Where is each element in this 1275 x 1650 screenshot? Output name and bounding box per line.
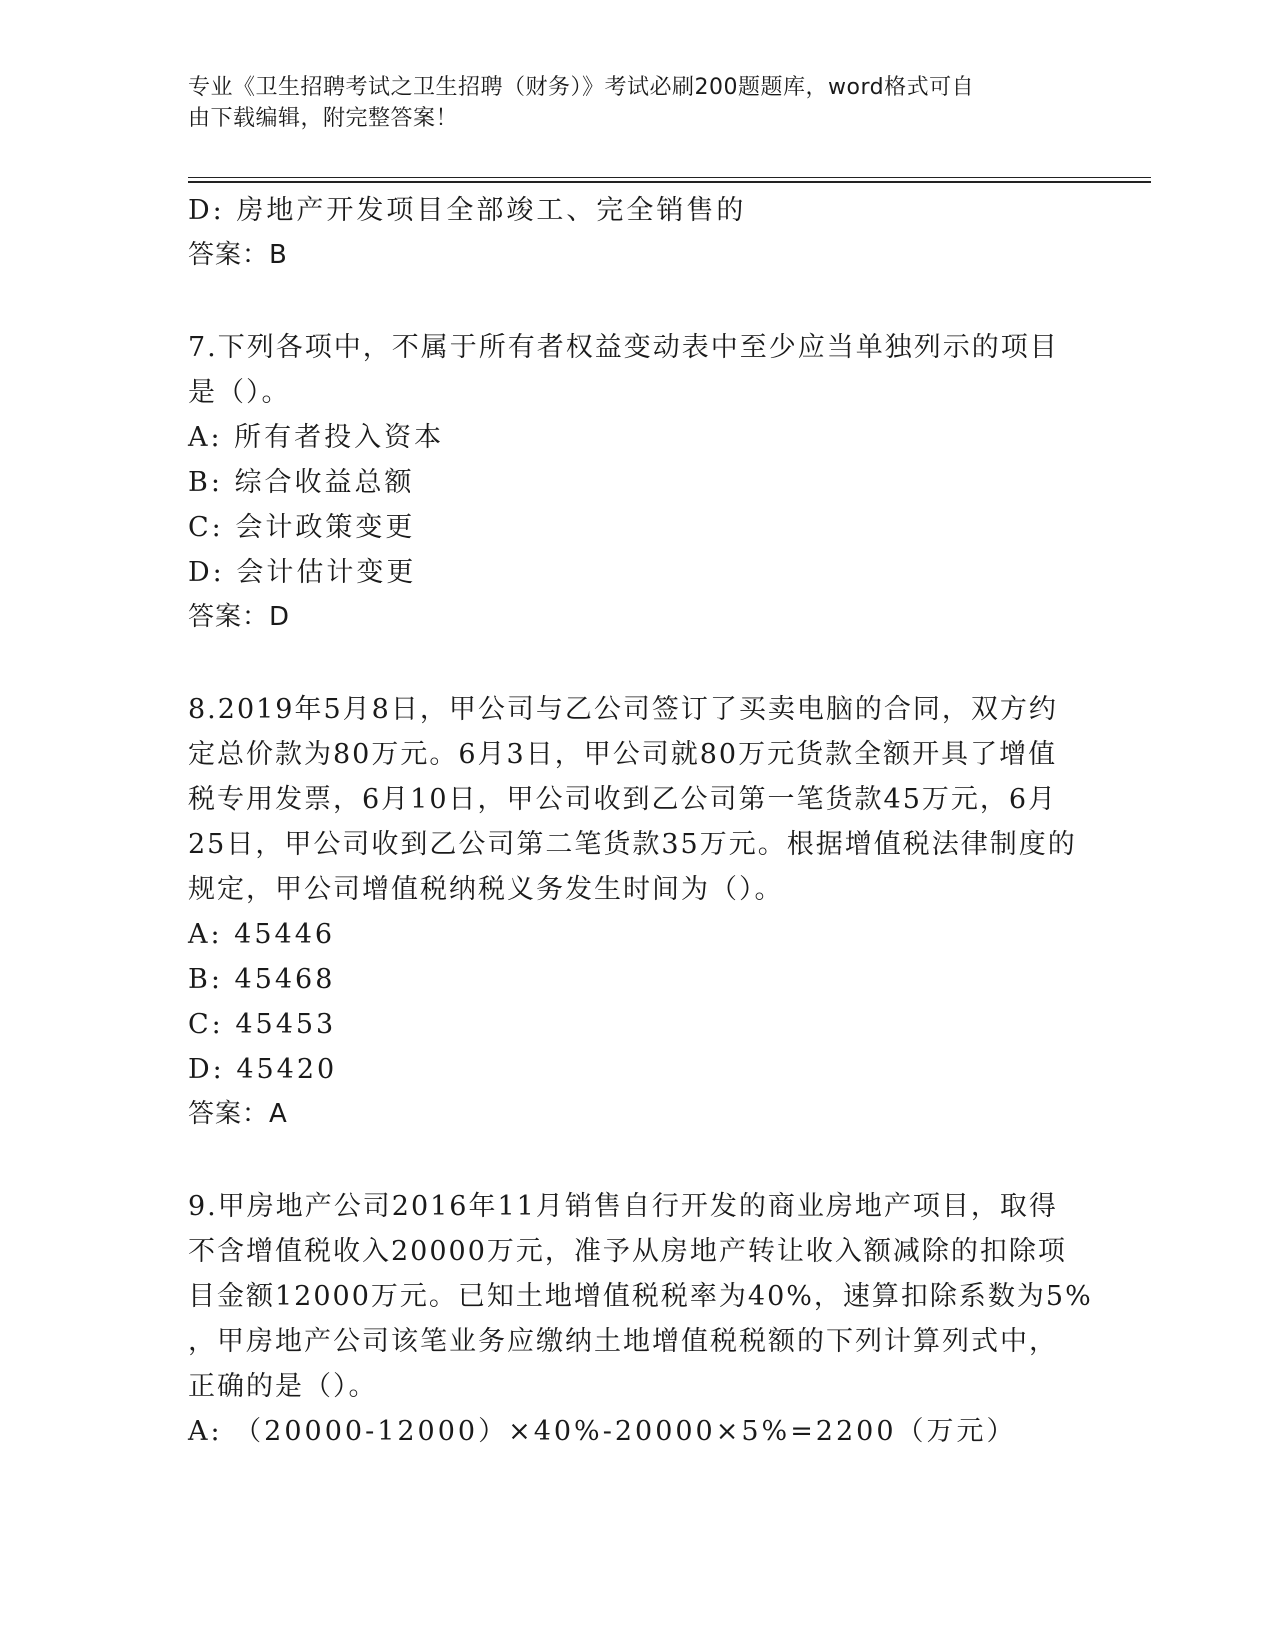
option-b: B: 综合收益总额 <box>188 467 415 498</box>
option-c: C: 45453 <box>188 1009 337 1040</box>
question-text: 定总价款为80万元。6月3日，甲公司就80万元货款全额开具了增值 <box>188 739 1058 770</box>
question-text: 8.2019年5月8日，甲公司与乙公司签订了买卖电脑的合同，双方约 <box>188 694 1058 725</box>
option-d: D: 房地产开发项目全部竣工、完全销售的 <box>188 195 747 226</box>
answer: 答案：D <box>188 602 291 632</box>
option-d: D: 会计估计变更 <box>188 557 417 588</box>
question-text: 9.甲房地产公司2016年11月销售自行开发的商业房地产项目，取得 <box>188 1191 1058 1222</box>
question-text: 正确的是（）。 <box>188 1371 378 1402</box>
header-title-line-2: 由下载编辑，附完整答案！ <box>188 106 459 131</box>
page-header <box>188 72 1068 134</box>
option-c: C: 会计政策变更 <box>188 512 416 543</box>
header-title-line-1: 专业《卫生招聘考试之卫生招聘（财务）》考试必刷200题题库，word格式可自 <box>188 75 975 100</box>
option-a: A: 所有者投入资本 <box>188 422 445 453</box>
question-text: 是（）。 <box>188 377 291 408</box>
option-d: D: 45420 <box>188 1054 338 1085</box>
header-divider-thick <box>188 181 1151 183</box>
question-text: 规定，甲公司增值税纳税义务发生时间为（）。 <box>188 874 784 905</box>
question-7 <box>188 325 1088 640</box>
option-b: B: 45468 <box>188 964 336 995</box>
question-text: 不含增值税收入20000万元，准予从房地产转让收入额减除的扣除项 <box>188 1236 1067 1267</box>
answer: 答案：B <box>188 240 288 270</box>
question-9 <box>188 1184 1093 1454</box>
question-text: 25日，甲公司收到乙公司第二笔货款35万元。根据增值税法律制度的 <box>188 829 1077 860</box>
answer: 答案：A <box>188 1099 288 1129</box>
question-text: 7.下列各项中，不属于所有者权益变动表中至少应当单独列示的项目 <box>188 332 1059 363</box>
question-text: ，甲房地产公司该笔业务应缴纳土地增值税税额的下列计算列式中， <box>188 1326 1058 1357</box>
question-content <box>188 188 1093 1454</box>
question-8 <box>188 687 1088 1137</box>
option-a: A: 45446 <box>188 919 336 950</box>
question-text: 目金额12000万元。已知土地增值税税率为40%，速算扣除系数为5% <box>188 1281 1093 1312</box>
option-a: A: （20000-12000）×40%-20000×5%=2200（万元） <box>188 1416 1017 1447</box>
question-text: 税专用发票，6月10日，甲公司收到乙公司第一笔货款45万元，6月 <box>188 784 1058 815</box>
header-divider <box>188 177 1151 178</box>
